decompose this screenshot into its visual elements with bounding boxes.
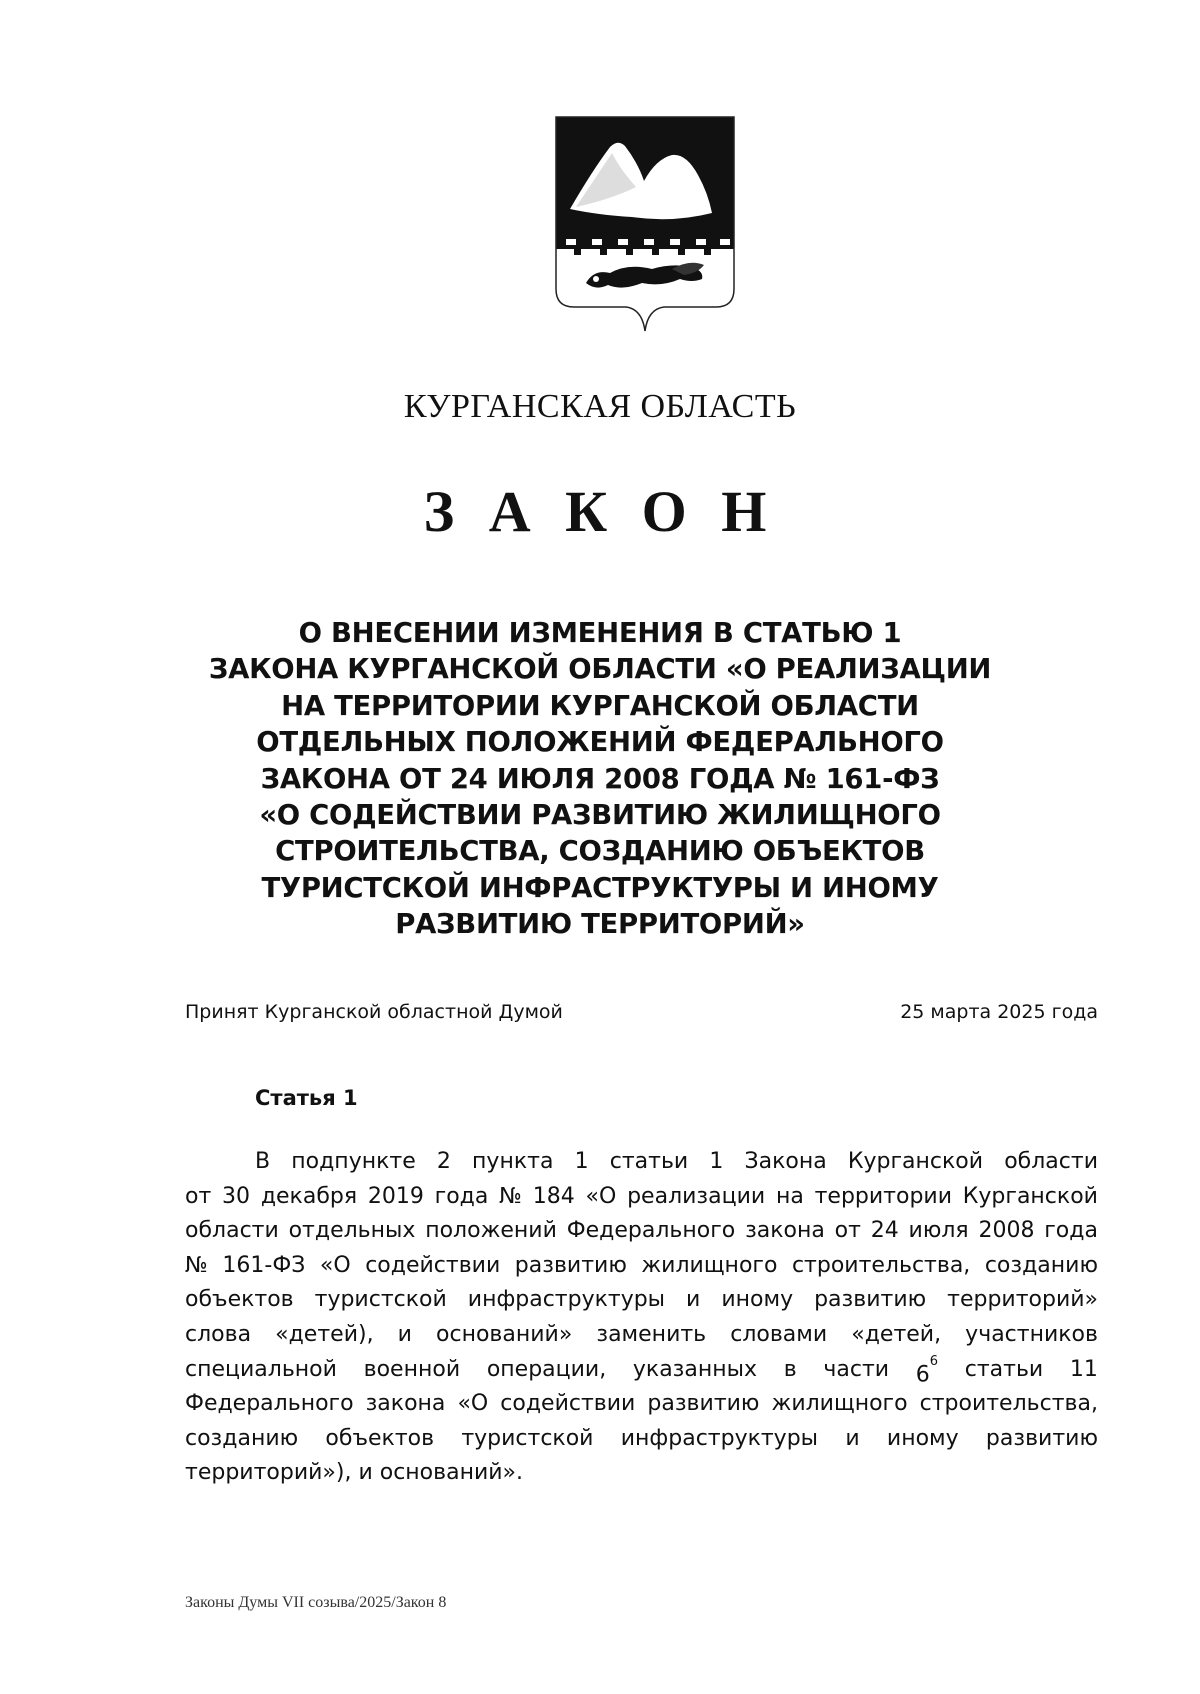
coat-of-arms-emblem	[552, 113, 738, 343]
article-word: объектов	[325, 1425, 435, 1451]
document-type: З А К О Н	[423, 479, 777, 544]
article-word: июля	[908, 1218, 969, 1244]
article-word: Закона	[744, 1149, 827, 1174]
article-word: 2008	[978, 1218, 1035, 1244]
article-word: жилищного	[641, 1252, 778, 1278]
title-line: ТУРИСТСКОЙ ИНФРАСТРУКТУРЫ И ИНОМУ	[261, 871, 939, 904]
article-word: строительства,	[791, 1252, 971, 1278]
article-word: 1	[574, 1149, 589, 1174]
article-word: Федерального	[185, 1391, 354, 1417]
article-word: от	[834, 1218, 861, 1244]
title-line: «О СОДЕЙСТВИИ РАЗВИТИЮ ЖИЛИЩНОГО	[259, 799, 941, 832]
adoption-date: 25 марта 2025 года	[900, 1001, 1098, 1023]
article-line	[185, 1283, 1098, 1318]
title-line: РАЗВИТИЮ ТЕРРИТОРИЙ»	[395, 908, 805, 941]
article-word: реализации	[627, 1183, 766, 1209]
article-word: В	[255, 1149, 271, 1174]
article-word: участников	[965, 1321, 1098, 1347]
article-word: закона	[745, 1218, 825, 1244]
article-word: инфраструктуры	[467, 1287, 666, 1313]
adoption-line	[185, 1001, 1098, 1031]
article-line	[185, 1180, 1098, 1215]
footer-reference: Законы Думы VII созыва/2025/Закон 8	[185, 1594, 447, 1611]
article-word: №	[185, 1252, 208, 1278]
article-word: 30	[222, 1183, 251, 1209]
article-word: словами	[730, 1321, 828, 1347]
article-word: закона	[365, 1391, 446, 1417]
article-word: положений	[425, 1218, 557, 1244]
article-word: статьи	[609, 1149, 689, 1174]
article-word: и	[845, 1425, 860, 1451]
title-line: НА ТЕРРИТОРИИ КУРГАНСКОЙ ОБЛАСТИ	[281, 689, 919, 722]
article-word: Федерального	[566, 1218, 736, 1244]
article-heading: Статья 1	[255, 1086, 358, 1110]
title-line: СТРОИТЕЛЬСТВА, СОЗДАНИЮ ОБЪЕКТОВ	[275, 835, 925, 868]
article-word: 2	[436, 1149, 451, 1174]
article-word: территорий»	[947, 1287, 1098, 1313]
article-word: отдельных	[288, 1218, 416, 1244]
article-line	[185, 1214, 1098, 1249]
title-line: О ВНЕСЕНИИ ИЗМЕНЕНИЯ В СТАТЬЮ 1	[298, 617, 902, 649]
article-text: территорий»), и оснований».	[185, 1460, 524, 1486]
article-word: объектов	[185, 1287, 294, 1313]
article-line	[185, 1318, 1098, 1353]
law-title	[200, 615, 1000, 943]
article-word: «О	[585, 1183, 617, 1209]
article-word: от	[185, 1183, 212, 1209]
article-line	[185, 1145, 1098, 1180]
article-word: Курганской	[847, 1149, 984, 1174]
article-line	[185, 1249, 1098, 1284]
article-line	[185, 1422, 1098, 1457]
article-word: и	[397, 1321, 412, 1347]
article-word: территории	[814, 1183, 953, 1209]
article-word: части	[823, 1356, 890, 1382]
article-word: операции,	[486, 1356, 607, 1382]
article-word: туристской	[461, 1425, 594, 1451]
article-word: года	[434, 1183, 489, 1209]
article-word: 161-ФЗ	[222, 1252, 306, 1278]
article-word: 11	[1069, 1356, 1098, 1382]
article-word: указанных	[632, 1356, 758, 1382]
article-word: пункта	[472, 1149, 554, 1174]
article-word: «детей,	[851, 1321, 942, 1347]
article-word: «О	[319, 1252, 351, 1278]
article-word: $6^6$	[915, 1353, 939, 1387]
adopted-by: Принят Курганской областной Думой	[185, 1001, 563, 1023]
article-word: «О	[457, 1391, 489, 1417]
article-word: содействии	[500, 1391, 636, 1417]
article-word: специальной	[185, 1356, 337, 1382]
superscript-number: 6	[929, 1353, 939, 1369]
article-word: №	[499, 1183, 523, 1209]
article-word: и	[686, 1287, 701, 1313]
article-word: 1	[709, 1149, 724, 1174]
article-word: 24	[870, 1218, 899, 1244]
article-line	[185, 1456, 1098, 1491]
article-word: развитию	[514, 1252, 627, 1278]
article-word: на	[775, 1183, 804, 1209]
article-word: заменить	[596, 1321, 707, 1347]
article-line	[185, 1353, 1098, 1388]
article-word: созданию	[185, 1425, 299, 1451]
article-word: развитию	[814, 1287, 927, 1313]
article-word: слова	[185, 1321, 252, 1347]
article-word: иному	[886, 1425, 959, 1451]
article-word: области	[185, 1218, 279, 1244]
article-word: иному	[721, 1287, 794, 1313]
article-word: оснований»	[436, 1321, 573, 1347]
article-line	[185, 1387, 1098, 1422]
article-word: в	[783, 1356, 797, 1382]
article-word: инфраструктуры	[620, 1425, 819, 1451]
article-word: Курганской	[962, 1183, 1098, 1209]
article-word: жилищного	[771, 1391, 908, 1417]
article-word: подпункте	[291, 1149, 416, 1174]
article-word: декабря	[260, 1183, 358, 1209]
article-word: строительства,	[919, 1391, 1098, 1417]
article-word: 184	[532, 1183, 575, 1209]
article-word: военной	[363, 1356, 461, 1382]
article-word: развитию	[985, 1425, 1098, 1451]
article-word: туристской	[314, 1287, 447, 1313]
region-name: КУРГАНСКАЯ ОБЛАСТЬ	[403, 388, 797, 425]
article-word: 2019	[367, 1183, 424, 1209]
article-word: статьи	[964, 1356, 1044, 1382]
title-line: ЗАКОНА ОТ 24 ИЮЛЯ 2008 ГОДА № 161-ФЗ	[260, 762, 940, 795]
article-word: содействии	[365, 1252, 501, 1278]
article-word: созданию	[984, 1252, 1098, 1278]
title-line: ОТДЕЛЬНЫХ ПОЛОЖЕНИЙ ФЕДЕРАЛЬНОГО	[256, 726, 944, 759]
article-word: развитию	[647, 1391, 760, 1417]
article-word: области	[1004, 1149, 1098, 1174]
article-word: «детей),	[275, 1321, 374, 1347]
article-body	[185, 1145, 1098, 1491]
article-word: года	[1044, 1218, 1098, 1244]
title-line: ЗАКОНА КУРГАНСКОЙ ОБЛАСТИ «О РЕАЛИЗАЦИИ	[208, 653, 992, 686]
